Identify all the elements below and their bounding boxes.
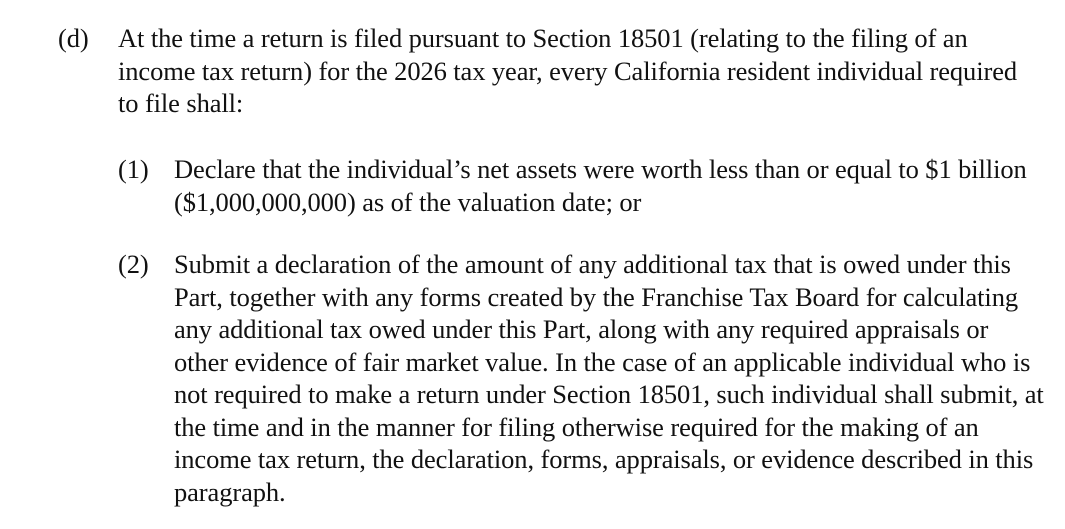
subdivision-d [58,22,1048,120]
subdivision-text: At the time a return is filed pursuant to Section 18501 (relating to the filing of an income tax return) for the 2026 tax year, every California resident individual required to file shall: [118,23,1018,118]
paragraph-1 [118,153,1048,218]
paragraph-text: Submit a declaration of the amount of any additional tax that is owed under this Part, together with any forms created by the Franchise Tax Board for calculating any additional tax owed under this Part, along with any required appraisals or other evidence of fair market value. In the case of an applicable individual who is not required to make a return under Section 18501, such individual shall submit, at the time and in the manner for filing otherwise required for the making of an income tax return, the declaration, forms, appraisals, or evidence described in this paragraph. [174,249,1044,507]
subdivision-label: (d) [58,23,89,53]
paragraph-label: (2) [118,249,149,279]
paragraph-2 [118,248,1048,508]
paragraph-label: (1) [118,154,149,184]
paragraph-text: Declare that the individual’s net assets were worth less than or equal to $1 billion ($1,000,000,000) as of the valuation date; or [174,154,1027,217]
